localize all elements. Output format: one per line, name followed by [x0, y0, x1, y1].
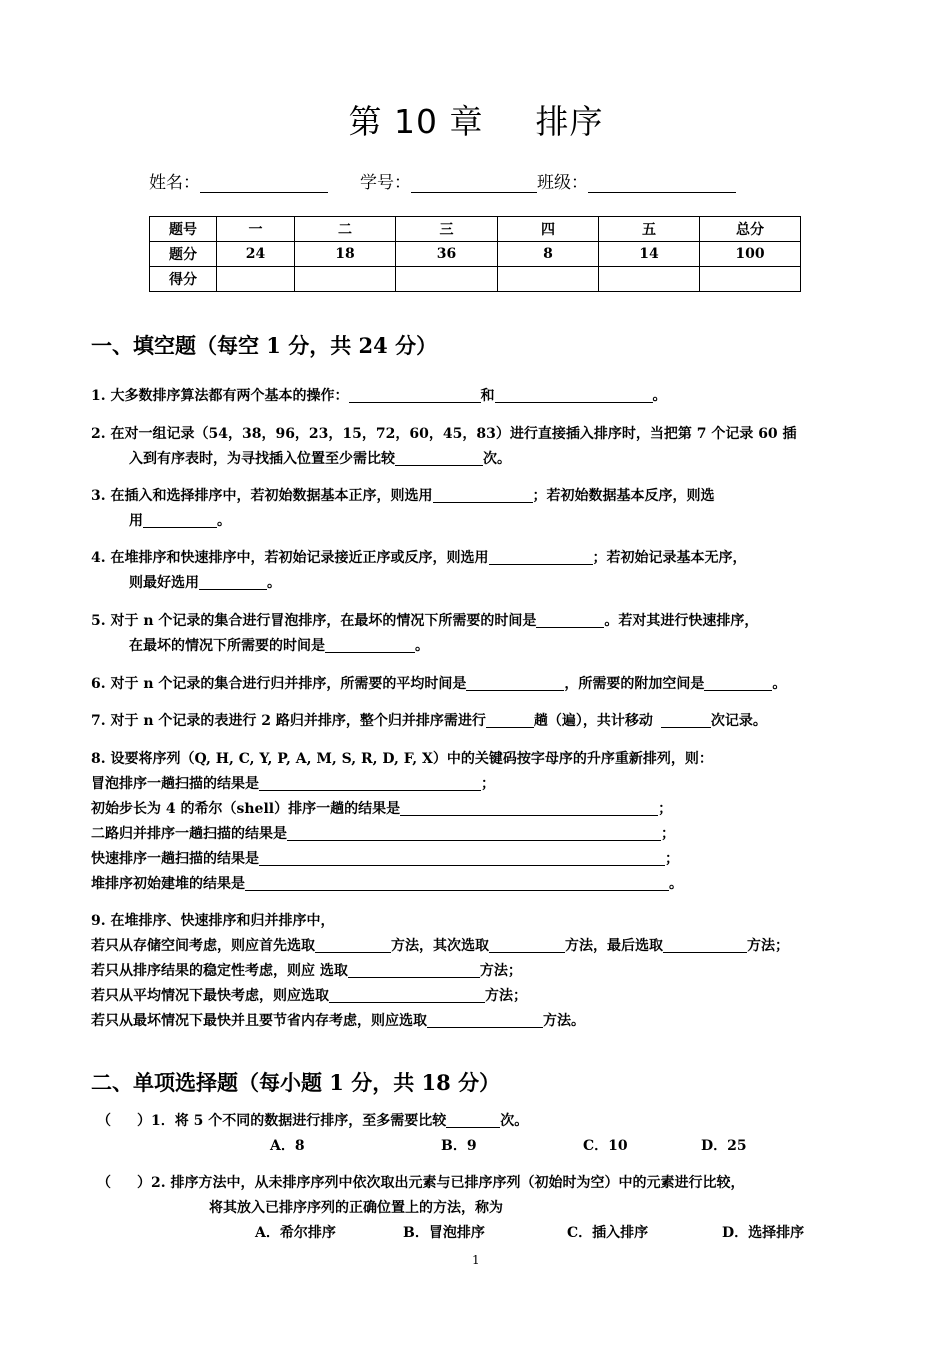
- table-cell: 三: [396, 217, 498, 242]
- answer-blank[interactable]: [349, 386, 481, 403]
- option-a[interactable]: A．8: [270, 1138, 305, 1154]
- table-cell: 五: [599, 217, 700, 242]
- table-row: [150, 217, 801, 242]
- question-text: 入到有序表时，为寻找插入位置至少需比较: [129, 451, 395, 467]
- question-text: ；: [665, 851, 679, 867]
- class-label: 班级：: [537, 173, 588, 193]
- question-text: 5. 对于 n 个记录的集合进行冒泡排序，在最坏的情况下所需要的时间是: [91, 613, 537, 629]
- question-8-shell: [91, 798, 672, 818]
- answer-blank[interactable]: [329, 986, 485, 1003]
- table-cell: 题号: [150, 217, 217, 242]
- table-cell: 100: [700, 242, 801, 267]
- answer-blank[interactable]: [433, 486, 533, 503]
- question-text: 7. 对于 n 个记录的表进行 2 路归并排序，整个归并排序需进行: [91, 713, 486, 729]
- question-5: [91, 610, 758, 630]
- option-b[interactable]: B．冒泡排序: [403, 1225, 485, 1241]
- question-8-merge: [91, 823, 675, 843]
- question-7: [91, 710, 767, 730]
- option-a[interactable]: A．希尔排序: [255, 1225, 336, 1241]
- option-b[interactable]: B．9: [441, 1138, 477, 1154]
- table-cell: 18: [295, 242, 396, 267]
- table-cell: 8: [498, 242, 599, 267]
- question-text: 方法，其次选取: [391, 938, 489, 954]
- question-text: 快速排序一趟扫描的结果是: [91, 851, 259, 867]
- question-4-line2: [129, 572, 281, 592]
- table-cell: 36: [396, 242, 498, 267]
- answer-blank[interactable]: [536, 611, 604, 628]
- score-table: [149, 216, 801, 292]
- name-label: 姓名：: [149, 173, 200, 193]
- question-text: 1. 大多数排序算法都有两个基本的操作：: [91, 388, 349, 404]
- question-text: 方法，最后选取: [565, 938, 663, 954]
- answer-blank[interactable]: [466, 674, 564, 691]
- answer-blank[interactable]: [245, 874, 669, 891]
- question-text: 。: [669, 876, 683, 892]
- question-9-stability: [91, 960, 522, 980]
- answer-blank[interactable]: [400, 799, 658, 816]
- question-8-bubble: [91, 773, 495, 793]
- question-9-average: [91, 985, 527, 1005]
- class-field[interactable]: [588, 174, 736, 193]
- answer-blank[interactable]: [287, 824, 661, 841]
- page-number: 1: [472, 1253, 480, 1267]
- question-text: 方法；: [485, 988, 527, 1004]
- question-text: 次。: [500, 1113, 529, 1129]
- question-text: 。: [652, 388, 667, 404]
- question-text: 方法；: [479, 963, 522, 979]
- student-info: [149, 168, 328, 193]
- table-row: [150, 242, 801, 267]
- option-c[interactable]: C．插入排序: [567, 1225, 649, 1241]
- answer-blank[interactable]: [143, 511, 217, 528]
- table-cell: 二: [295, 217, 396, 242]
- question-text: 用: [129, 513, 143, 529]
- question-text: 若只从存储空间考虑，则应首先选取: [91, 938, 315, 954]
- question-text: 6. 对于 n 个记录的集合进行归并排序，所需要的平均时间是: [91, 676, 467, 692]
- table-cell: 题分: [150, 242, 217, 267]
- answer-blank[interactable]: [315, 936, 391, 953]
- option-d[interactable]: D．选择排序: [722, 1225, 805, 1241]
- question-text: ）2. 排序方法中，从未排序序列中依次取出元素与已排序序列（初始时为空）中的元素进行比较，: [137, 1175, 745, 1191]
- question-text: 。: [415, 638, 429, 654]
- question-8-heap: [91, 873, 683, 893]
- page-title: [0, 96, 952, 143]
- question-text: 次。: [483, 451, 511, 467]
- question-text: 趟（遍），共计移动: [533, 713, 653, 729]
- answer-blank[interactable]: [325, 636, 415, 653]
- answer-blank[interactable]: [395, 449, 483, 466]
- section1-heading: 一、填空题（每空 1 分，共 24 分）: [91, 333, 438, 358]
- question-text: ；: [661, 826, 675, 842]
- answer-blank[interactable]: [348, 961, 480, 978]
- answer-blank[interactable]: [663, 936, 747, 953]
- answer-blank[interactable]: [489, 548, 593, 565]
- question-9-worst: [91, 1010, 585, 1030]
- question-text: 。若对其进行快速排序，: [604, 613, 759, 629]
- question-text: （: [97, 1113, 111, 1129]
- answer-blank[interactable]: [427, 1011, 543, 1028]
- question-text: 。: [217, 513, 231, 529]
- answer-blank[interactable]: [661, 711, 711, 728]
- table-cell: 得分: [150, 267, 217, 292]
- question-8-quick: [91, 848, 679, 868]
- question-text: 若只从最坏情况下最快并且要节省内存考虑，则应选取: [91, 1013, 427, 1029]
- question-text: ，所需要的附加空间是: [564, 676, 705, 692]
- score-input-cell[interactable]: [217, 267, 295, 292]
- question-text: （: [97, 1175, 111, 1191]
- question-2-line2: [129, 448, 511, 468]
- question-text: 方法；: [747, 938, 789, 954]
- table-cell: 四: [498, 217, 599, 242]
- score-input-cell[interactable]: [295, 267, 396, 292]
- question-text: 。: [772, 676, 787, 692]
- chapter-number: 第 10 章: [348, 102, 484, 141]
- question-3: [91, 485, 715, 505]
- question-9-space: [91, 935, 789, 955]
- question-text: 和: [480, 388, 495, 404]
- answer-blank[interactable]: [704, 674, 772, 691]
- answer-blank[interactable]: [199, 573, 267, 590]
- score-input-cell[interactable]: [396, 267, 498, 292]
- question-9: 9. 在堆排序、快速排序和归并排序中，: [91, 913, 335, 929]
- question-text: 若只从平均情况下最快考虑，则应选取: [91, 988, 329, 1004]
- chapter-title: 排序: [535, 102, 604, 141]
- question-8: 8. 设要将序列（Q, H, C, Y, P, A, M, S, R, D, F, X）中的关键码按字母序的升序重新排列，则：: [91, 751, 713, 767]
- choice-question-1: [97, 1110, 528, 1130]
- question-text: 初始步长为 4 的希尔（shell）排序一趟的结果是: [91, 801, 401, 817]
- id-label: 学号：: [360, 173, 411, 193]
- question-5-line2: [129, 635, 429, 655]
- id-field[interactable]: [411, 174, 537, 193]
- question-text: 堆排序初始建堆的结果是: [91, 876, 245, 892]
- question-text: 。: [267, 575, 281, 591]
- question-text: ；若初始数据基本反序，则选: [532, 488, 715, 504]
- table-row: [150, 267, 801, 292]
- question-text: 二路归并排序一趟扫描的结果是: [91, 826, 287, 842]
- section2-heading: 二、单项选择题（每小题 1 分，共 18 分）: [91, 1070, 501, 1095]
- answer-blank[interactable]: [495, 386, 653, 403]
- table-cell: 24: [217, 242, 295, 267]
- question-4: [91, 547, 747, 567]
- answer-blank[interactable]: [259, 774, 481, 791]
- score-input-cell[interactable]: [700, 267, 801, 292]
- question-3-line2: [129, 510, 231, 530]
- score-input-cell[interactable]: [498, 267, 599, 292]
- question-text: ；: [481, 776, 495, 792]
- question-text: ；若初始记录基本无序，: [592, 550, 747, 566]
- table-cell: 总分: [700, 217, 801, 242]
- answer-blank[interactable]: [489, 936, 565, 953]
- question-text: 冒泡排序一趟扫描的结果是: [91, 776, 259, 792]
- question-1: [91, 385, 667, 405]
- question-2: 2. 在对一组记录（54，38，96，23，15，72，60，45，83）进行直接插入排序时，当把第 7 个记录 60 插: [91, 426, 797, 442]
- table-cell: 一: [217, 217, 295, 242]
- question-text: 方法。: [543, 1013, 585, 1029]
- table-cell: 14: [599, 242, 700, 267]
- answer-blank[interactable]: [486, 711, 534, 728]
- name-field[interactable]: [200, 174, 328, 193]
- question-text: 3. 在插入和选择排序中，若初始数据基本正序，则选用: [91, 488, 433, 504]
- answer-blank[interactable]: [446, 1111, 500, 1128]
- score-input-cell[interactable]: [599, 267, 700, 292]
- question-text: 次记录。: [710, 713, 767, 729]
- option-d[interactable]: D．25: [701, 1138, 747, 1154]
- choice-question-2: [97, 1172, 745, 1192]
- answer-blank[interactable]: [259, 849, 665, 866]
- question-6: [91, 673, 786, 693]
- choice-question-2-line2: 将其放入已排序序列的正确位置上的方法，称为: [209, 1200, 503, 1216]
- question-text: ）1．将 5 个不同的数据进行排序，至多需要比较: [137, 1113, 447, 1129]
- question-text: 在最坏的情况下所需要的时间是: [129, 638, 325, 654]
- question-text: 若只从排序结果的稳定性考虑，则应 选取: [91, 963, 348, 979]
- option-c[interactable]: C．10: [583, 1138, 628, 1154]
- question-text: ；: [658, 801, 673, 817]
- question-text: 则最好选用: [129, 575, 199, 591]
- student-id-row: [360, 168, 736, 193]
- question-text: 4. 在堆排序和快速排序中，若初始记录接近正序或反序，则选用: [91, 550, 489, 566]
